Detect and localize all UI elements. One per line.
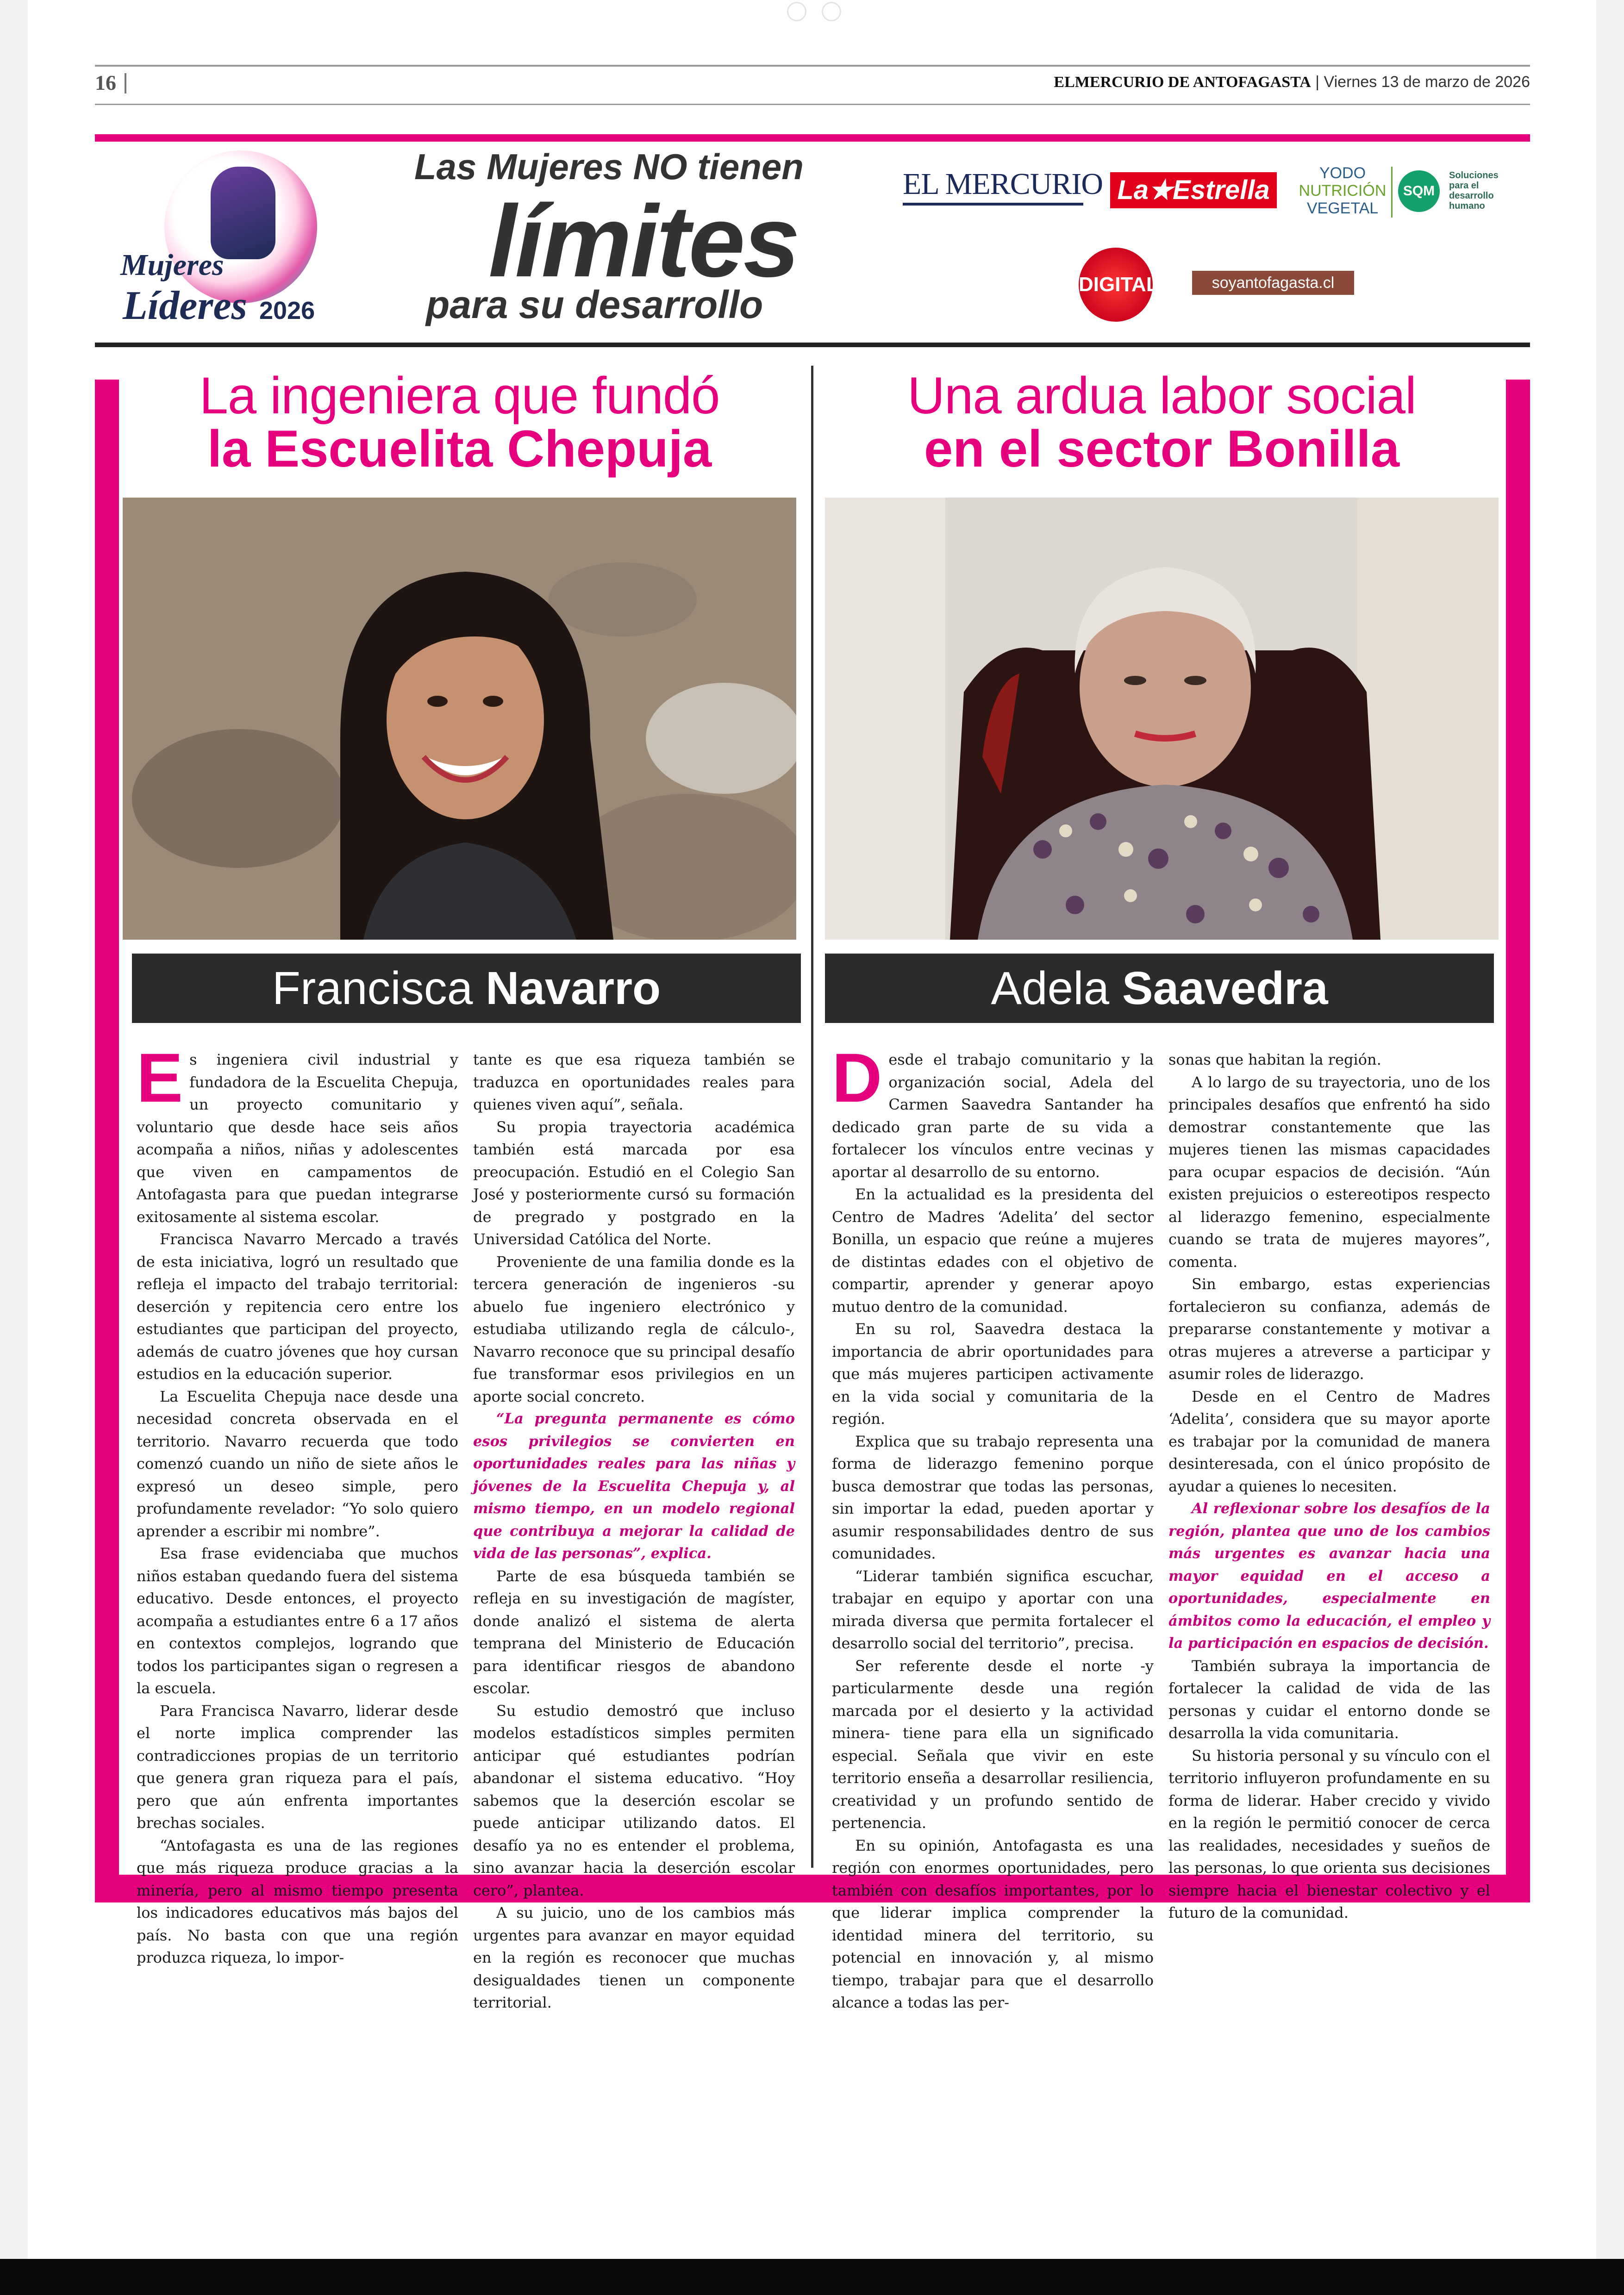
- left-article-column-2: [473, 1048, 795, 2014]
- page-indicator-dot[interactable]: [787, 2, 806, 21]
- article-paragraph: [1168, 1745, 1490, 1924]
- article-paragraph: [832, 1039, 1154, 1183]
- banner-headline-big: límites: [488, 184, 798, 298]
- sqm-tagline: Soluciones para el desarrollo humano: [1449, 170, 1499, 211]
- page-header: [95, 65, 1530, 105]
- yodo-text: YODO: [1319, 164, 1366, 182]
- nutricion-text: NUTRICIÓN: [1299, 182, 1387, 200]
- paragraph-text: Proveniente de una familia donde es la tercera generación de ingenieros -su abuelo fue ingeniero electrónico y estudiaba utilizando regla de cálculo-, Navarro reconoce que su principal desafío fue transformar esos privilegios en un aporte social concreto.: [473, 1253, 795, 1405]
- paragraph-text: sonas que habitan la región.: [1168, 1051, 1381, 1068]
- page-number: 16: [95, 71, 116, 94]
- paragraph-text: Desde en el Centro de Madres ‘Adelita’, considera que su mayor aporte es trabajar por la comunidad de manera desinteresada, con el único propósito de ayudar a quienes lo necesiten.: [1168, 1387, 1490, 1495]
- paragraph-text: esde el trabajo comunitario y la organización social, Adela del Carmen Saavedra Santander ha dedicado gran parte de su vida a fortalecer los vínculos entre vecinas y aportar al desarrollo de su entorno.: [832, 1051, 1154, 1181]
- article-paragraph: [1168, 1385, 1490, 1498]
- left-first-name: Francisca: [272, 962, 486, 1014]
- yodo-nutricion-vegetal-logo: [1292, 164, 1393, 217]
- left-page-edge: [0, 0, 28, 2295]
- paragraph-text: “Antofagasta es una de las regiones que más riqueza produce gracias a la minería, pero al mismo tiempo presenta los indicadores educativos más bajos del país. No basta con que una región produzca riqueza, lo impor-: [137, 1836, 458, 1966]
- right-article-column-2: [1168, 1048, 1490, 1924]
- article-paragraph: [1168, 1071, 1490, 1273]
- adela-saavedra-photo: [825, 498, 1499, 940]
- article-paragraph: [1168, 1273, 1490, 1385]
- paragraph-text: “La pregunta permanente es cómo esos privilegios se convierten en oportunidades reales para las niñas y jóvenes de la Escuelita Chepuja y, al mismo tiempo, en un modelo regional que contribuya a mejorar la calidad de vida de las personas”, explica.: [473, 1410, 795, 1562]
- article-paragraph: [473, 1902, 795, 2014]
- paragraph-text: También subraya la importancia de fortalecer la calidad de vida de las personas y cuidar el entorno donde se desarrolla la vida comunitaria.: [1168, 1657, 1490, 1742]
- paragraph-text: s ingeniera civil industrial y fundadora de la Escuelita Chepuja, un proyecto comunitario y voluntario que desde hace seis años acompaña a niños, niñas y adolescentes que viven en campamentos de Antofagasta para que puedan integrarse exitosamente al sistema escolar.: [137, 1051, 458, 1226]
- article-paragraph: [832, 1655, 1154, 1834]
- newspaper-name: ELMERCURIO DE ANTOFAGASTA: [1054, 74, 1311, 91]
- article-paragraph: [137, 1385, 458, 1543]
- article-paragraph: [1168, 1048, 1490, 1071]
- right-first-name: Adela: [991, 962, 1122, 1014]
- paragraph-text: La Escuelita Chepuja nace desde una necesidad concreta observada en el territorio. Navarro recuerda que todo comenzó cuando un niño de siete años le expresó un deseo simple, pero profundamente revelador: “Yo solo quiero aprender a escribir mi nombre”.: [137, 1387, 458, 1540]
- vegetal-text: VEGETAL: [1306, 200, 1379, 217]
- right-title-line1: Una ardua labor social: [907, 367, 1416, 424]
- issue-date: | Viernes 13 de marzo de 2026: [1315, 73, 1530, 91]
- article-paragraph: [137, 1700, 458, 1834]
- el-mercurio-underline: [903, 203, 1083, 206]
- article-paragraph: [832, 1565, 1154, 1655]
- article-paragraph: [1168, 1497, 1490, 1655]
- portrait-illustration: [123, 498, 796, 940]
- article-paragraph: [473, 1565, 795, 1700]
- paragraph-text: tante es que esa riqueza también se traduzca en oportunidades reales para quienes viven aquí”, señala.: [473, 1051, 795, 1113]
- paragraph-text: Parte de esa búsqueda también se refleja en su investigación de magíster, donde analizó el sistema de alerta temprana del Ministerio de Educación para identificar riesgos de abandono escolar.: [473, 1567, 795, 1697]
- paragraph-text: Su estudio demostró que incluso modelos estadísticos simples permiten anticipar qué estudiantes podrían abandonar el sistema educativo. “Hoy sabemos que la deserción escolar se puede anticipar utilizando datos. El desafío ya no es entender el problema, sino avanzar hacia la deserción escolar cero”, plantea.: [473, 1702, 795, 1899]
- right-last-name: Saavedra: [1122, 962, 1328, 1014]
- sqm-logo: SQM: [1398, 170, 1440, 212]
- banner-headline-top: Las Mujeres NO tienen: [414, 146, 804, 187]
- paragraph-text: En su opinión, Antofagasta es una región con enormes oportunidades, pero también con desafíos importantes, por lo que liderar implica comprender la identidad minera del territorio, su potencial en innovación y, al mismo tiempo, trabajar para que el desarrollo alcance a todas las per-: [832, 1836, 1154, 2011]
- sponsor-divider: [1391, 167, 1393, 218]
- article-paragraph: [137, 1834, 458, 1969]
- article-paragraph: [832, 1430, 1154, 1565]
- page-indicator-dot[interactable]: [822, 2, 841, 21]
- left-title-line2: la Escuelita Chepuja: [207, 420, 712, 478]
- page-date: [1054, 73, 1530, 91]
- drop-cap: D: [832, 1039, 882, 1116]
- paragraph-text: Ser referente desde el norte -y particularmente desde una región marcada por el desierto y la actividad minera- tiene para ella un significado especial. Señala que vivir en este territorio enseña a desarrollar resiliencia, creatividad y un profundo sentido de pertenencia.: [832, 1657, 1154, 1832]
- paragraph-text: Francisca Navarro Mercado a través de esta iniciativa, logró un resultado que refleja el impacto del trabajo territorial: deserción y repitencia cero entre los estudiantes que participan del proyecto, además de cuatro jóvenes que hoy cursan estudios en la educación superior.: [137, 1230, 458, 1383]
- left-article-column-1: [137, 1039, 458, 1969]
- banner-bottom-rule: [95, 343, 1530, 347]
- francisca-navarro-photo: [123, 498, 796, 940]
- article-paragraph: [832, 1318, 1154, 1430]
- article-paragraph: [473, 1251, 795, 1408]
- article-paragraph: [473, 1048, 795, 1116]
- right-name-bar: [825, 954, 1494, 1023]
- article-paragraph: [473, 1408, 795, 1565]
- bottom-bar: [0, 2259, 1624, 2295]
- logo-year: 2026: [259, 297, 315, 324]
- paragraph-text: Esa frase evidenciaba que muchos niños estaban quedando fuera del sistema educativo. Desde entonces, el proyecto acompaña a estudiantes entre 6 a 17 años en contextos complejos, logrando que todos los participantes sigan o regresen a la escuela.: [137, 1545, 458, 1697]
- paragraph-text: Su historia personal y su vínculo con el territorio influyeron profundamente en su forma de liderar. Haber crecido y vivido en la región le permitió conocer de cerca las realidades, necesidades y sueños de las personas, lo que orienta sus decisiones siempre hacia el bienestar colectivo y el futuro de la comunidad.: [1168, 1746, 1490, 1921]
- soyantofagasta-logo: soyantofagasta.cl: [1192, 271, 1354, 295]
- woman-silhouette-icon: [211, 167, 275, 259]
- article-paragraph: [137, 1039, 458, 1228]
- left-name-bar: [132, 954, 801, 1023]
- banner-headline-bottom: para su desarrollo: [426, 283, 763, 326]
- paragraph-text: A su juicio, uno de los cambios más urgentes para avanzar en mayor equidad en la región es reconocer que muchas desigualdades tienen un componente territorial.: [473, 1904, 795, 2011]
- right-page-edge: [1596, 0, 1624, 2295]
- paragraph-text: Para Francisca Navarro, liderar desde el norte implica comprender las contradicciones propias de un territorio que genera gran riqueza para el país, pero que aún enfrenta importantes brechas sociales.: [137, 1702, 458, 1832]
- left-title-line1: La ingeniera que fundó: [199, 367, 720, 424]
- article-paragraph: [473, 1116, 795, 1251]
- right-article-column-1: [832, 1039, 1154, 2014]
- paragraph-text: Explica que su trabajo representa una forma de liderazgo femenino porque busca demostrar que todas las personas, sin importar la edad, pueden aportar y asumir responsabilidades dentro de sus comunidades.: [832, 1432, 1154, 1562]
- article-paragraph: [137, 1228, 458, 1385]
- digital-fm-logo: DIGITAL: [1079, 248, 1153, 322]
- paragraph-text: Sin embargo, estas experiencias fortalecieron su confianza, además de prepararse constantemente y motivar a otras mujeres a atreverse a participar y asumir roles de liderazgo.: [1168, 1275, 1490, 1383]
- article-paragraph: [1168, 1655, 1490, 1745]
- article-paragraph: [832, 1183, 1154, 1318]
- paragraph-text: A lo largo de su trayectoria, uno de los principales desafíos que enfrentó ha sido demostrar constantemente que las mujeres tienen las mismas capacidades para ocupar espacios de decisión. “Aún existen prejuicios o estereotipos respecto al liderazgo femenino, especialmente cuando se trata de mujeres mayores”, comenta.: [1168, 1073, 1490, 1271]
- paragraph-text: Su propia trayectoria académica también está marcada por esa preocupación. Estudió en el Colegio San José y posteriormente cursó su formación de pregrado y postgrado en la Universidad Católica del Norte.: [473, 1118, 795, 1248]
- logo-text-mujeres: Mujeres: [120, 248, 224, 282]
- drop-cap: E: [137, 1039, 183, 1116]
- article-paragraph: [137, 1542, 458, 1700]
- article-paragraph: [832, 1834, 1154, 2014]
- paragraph-text: “Liderar también significa escuchar, trabajar en equipo y aportar con una mirada diversa que permita fortalecer el desarrollo social del territorio”, precisa.: [832, 1567, 1154, 1652]
- la-estrella-logo: La★Estrella: [1110, 172, 1277, 208]
- el-mercurio-logo: EL MERCURIO: [903, 167, 1103, 201]
- left-last-name: Navarro: [486, 962, 661, 1014]
- right-title-line2: en el sector Bonilla: [924, 420, 1399, 478]
- banner-top-rule: [95, 134, 1530, 142]
- column-divider: [811, 366, 813, 1868]
- logo-text-lideres: Líderes: [123, 283, 247, 328]
- portrait-illustration: [825, 498, 1499, 940]
- article-paragraph: [473, 1700, 795, 1902]
- paragraph-text: Al reflexionar sobre los desafíos de la región, plantea que uno de los cambios más urgentes es avanzar hacia una mayor equidad en el acceso a oportunidades, especialmente en ámbitos como la educación, el empleo y la participación en espacios de decisión.: [1168, 1500, 1490, 1652]
- paragraph-text: En su rol, Saavedra destaca la importancia de abrir oportunidades para que más mujeres participen activamente en la vida social y comunitaria de la región.: [832, 1320, 1154, 1428]
- paragraph-text: En la actualidad es la presidenta del Centro de Madres ‘Adelita’ del sector Bonilla, un espacio que reúne a mujeres de distintas edades con el objetivo de compartir, aprender y generar apoyo mutuo dentro de la comunidad.: [832, 1185, 1154, 1316]
